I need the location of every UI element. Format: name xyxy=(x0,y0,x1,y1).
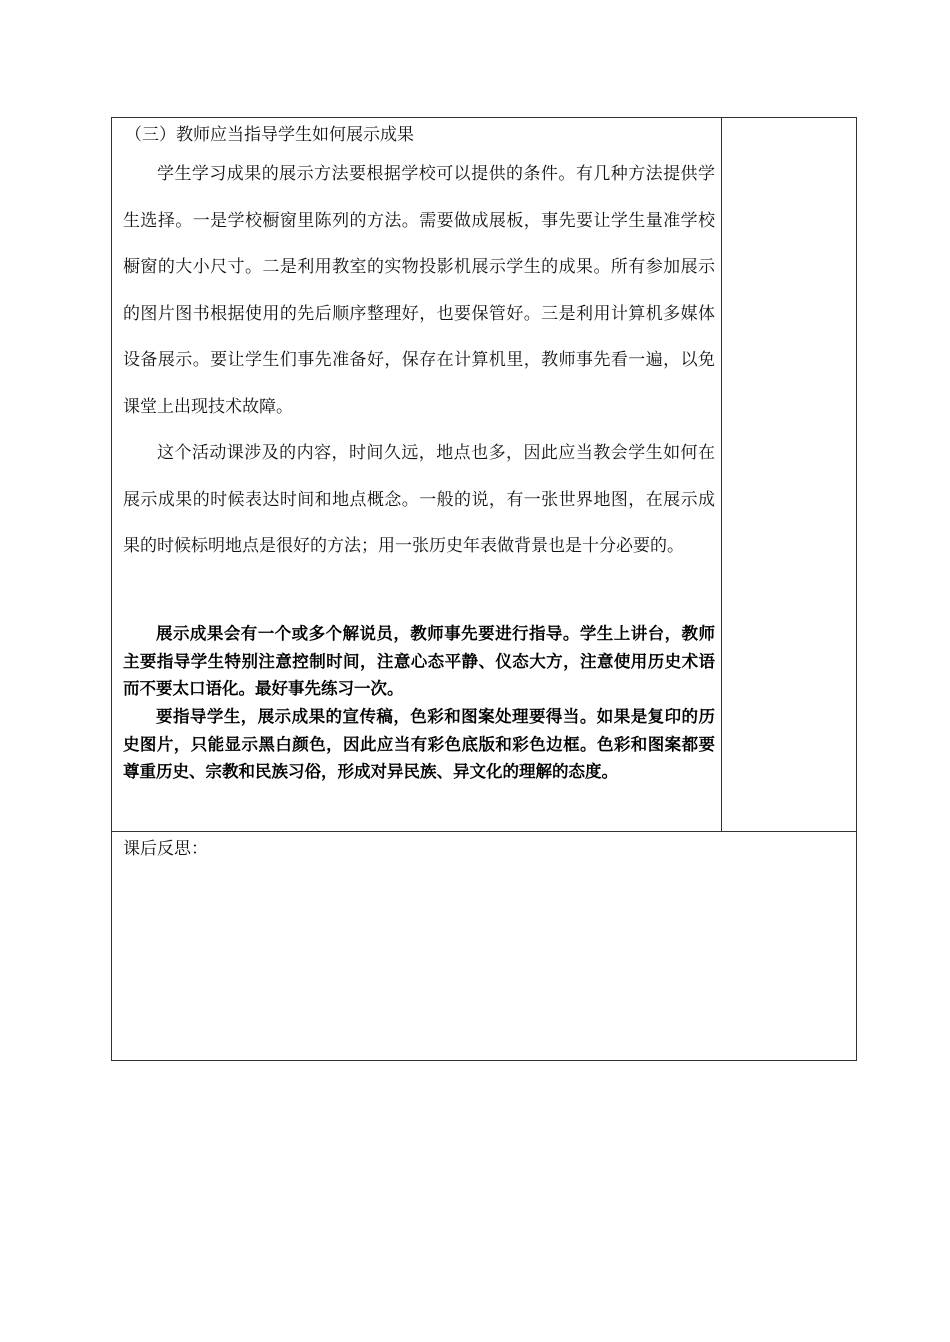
notes-cell xyxy=(722,118,856,831)
lesson-plan-table xyxy=(111,117,857,1061)
body-paragraph: 学生学习成果的展示方法要根据学校可以提供的条件。有几种方法提供学生选择。一是学校橱窗里陈列的方法。需要做成展板，事先要让学生量准学校橱窗的大小尺寸。二是利用教室的实物投影机展示学生的成果。所有参加展示的图片图书根据使用的先后顺序整理好，也要保管好。三是利用计算机多媒体设备展示。要让学生们事先准备好，保存在计算机里，教师事先看一遍，以免课堂上出现技术故障。 xyxy=(123,164,715,417)
reflection-row xyxy=(112,832,856,1060)
main-content-cell xyxy=(112,118,722,831)
bold-paragraph: 展示成果会有一个或多个解说员，教师事先要进行指导。学生上讲台，教师主要指导学生特别注意控制时间，注意心态平静、仪态大方，注意使用历史术语而不要太口语化。最好事先练习一次。 xyxy=(123,624,715,698)
body-paragraph: 这个活动课涉及的内容，时间久远，地点也多，因此应当教会学生如何在展示成果的时候表达时间和地点概念。一般的说，有一张世界地图，在展示成果的时候标明地点是很好的方法；用一张历史年表做背景也是十分必要的。 xyxy=(123,443,715,556)
reflection-label: 课后反思： xyxy=(123,839,208,859)
section-heading: （三）教师应当指导学生如何展示成果 xyxy=(125,125,414,145)
bold-paragraph: 要指导学生，展示成果的宣传稿，色彩和图案处理要得当。如果是复印的历史图片，只能显示黑白颜色，因此应当有彩色底版和彩色边框。色彩和图案都要尊重历史、宗教和民族习俗，形成对异民族、异文化的理解的态度。 xyxy=(123,707,715,781)
content-row xyxy=(112,118,856,832)
